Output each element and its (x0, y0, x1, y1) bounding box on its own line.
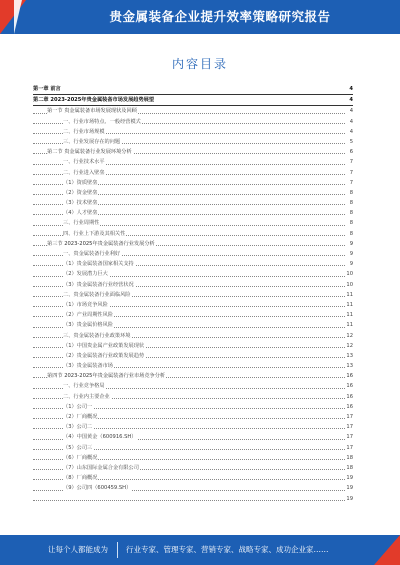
toc-entry[interactable] (33, 331, 353, 341)
toc-entry-label: （9）公司四（600459.SH） (63, 485, 132, 492)
toc-entry[interactable] (33, 443, 353, 453)
toc-entry-page: 11 (345, 300, 353, 310)
header-banner (0, 0, 400, 34)
footer-slogan: 让每个人都能成为 (48, 545, 108, 554)
toc-entry[interactable] (33, 320, 353, 330)
toc-entry-label: （2）贵金属装备行业政策发展趋势 (63, 352, 145, 359)
toc-entry-label: 第一章 前言 (33, 86, 61, 92)
toc-entry-label: （8）厂商概况 (63, 475, 98, 482)
toc-entry[interactable] (33, 463, 353, 473)
toc-entry-label: 二、行业市场规模 (63, 128, 105, 135)
toc-entry[interactable] (33, 168, 353, 178)
toc-entry-page: 17 (345, 432, 353, 442)
toc-entry-label: 三、行业发展存在的问题 (63, 138, 121, 145)
toc-entry-label: 一、行业竞争格局 (63, 383, 105, 390)
toc-entry-label: 一、行业市场特点、一般经营模式 (63, 118, 141, 125)
toc-entry-label: （3）贵金属装备市场 (63, 363, 113, 370)
toc-entry[interactable] (33, 188, 353, 198)
toc-entry-label: （1）资质壁垒 (63, 179, 98, 186)
red-corner-accent (0, 0, 26, 34)
toc-entry-page: 19 (345, 483, 353, 493)
toc-entry-page: 19 (345, 494, 353, 504)
toc-entry[interactable] (33, 494, 353, 504)
toc-entry[interactable] (33, 371, 353, 381)
toc-entry-label (63, 496, 64, 502)
white-stripe-accent (14, 0, 22, 34)
toc-entry-page: 16 (345, 371, 353, 381)
toc-entry-label: （6）厂商概况 (63, 454, 98, 461)
toc-entry[interactable] (33, 381, 353, 391)
toc-entry[interactable] (33, 127, 353, 137)
toc-entry-label: 二、行业进入壁垒 (63, 169, 105, 176)
toc-entry-page: 7 (349, 168, 353, 178)
toc-entry-label: 第一节 贵金属装备市场发展现状及回顾 (47, 108, 137, 115)
toc-entry-label: （3）公司二 (63, 424, 93, 431)
red-corner-accent (374, 535, 400, 565)
toc-entry[interactable] (33, 473, 353, 483)
toc-entry-label: （1）贵金属装备国家相关支持 (63, 261, 134, 268)
toc-entry-page: 7 (349, 178, 353, 188)
toc-entry-page: 18 (345, 463, 353, 473)
report-title: 贵金属装备企业提升效率策略研究报告 (109, 9, 331, 24)
toc-entry-label: （2）资金壁垒 (63, 189, 98, 196)
toc-entry[interactable] (33, 483, 353, 493)
toc-entry-label: （2）厂商概况 (63, 414, 98, 420)
toc-entry[interactable] (33, 432, 353, 442)
toc-entry-label: 第四节 2023-2025年贵金属装备行业市场竞争分析 (47, 373, 166, 380)
footer-roles: 行业专家、管理专家、营销专家、战略专家、成功企业家…… (126, 545, 329, 554)
toc-entry-label: 二、行业内主要企业 (63, 393, 110, 400)
toc-entry[interactable] (33, 402, 353, 412)
toc-entry-page: 9 (349, 239, 353, 249)
toc-entry-page: 4 (349, 127, 353, 137)
toc-entry[interactable] (33, 412, 353, 422)
toc-entry-label: （1）公司一 (63, 403, 93, 410)
toc-entry-page: 4 (348, 84, 353, 94)
toc-entry-page: 9 (349, 249, 353, 259)
toc-entry[interactable] (33, 218, 353, 228)
toc-entry-label: 第二章 2023-2025年贵金属装备市场发展趋势展望 (33, 97, 155, 104)
toc-entry-page: 17 (345, 412, 353, 422)
toc-entry-page: 13 (345, 351, 353, 361)
toc-entry-label: （3）贵金属装备行业经营状况 (63, 281, 134, 288)
toc-entry-label: 一、贵金属装备行业利好 (63, 251, 121, 257)
toc-entry-page: 18 (345, 453, 353, 463)
toc-entry[interactable] (33, 392, 353, 402)
toc-entry-page: 11 (345, 310, 353, 320)
toc-entry[interactable] (33, 137, 353, 147)
toc-entry-page: 8 (349, 208, 353, 218)
toc-entry-page: 19 (345, 473, 353, 483)
toc-entry[interactable] (33, 84, 353, 95)
toc-entry-page: 12 (345, 341, 353, 351)
toc-entry[interactable] (33, 341, 353, 351)
toc-entry[interactable] (33, 310, 353, 320)
toc-entry-page: 10 (345, 269, 353, 279)
toc-entry-label: 三、行业周期性 (63, 220, 100, 227)
toc-entry-page: 17 (345, 422, 353, 432)
toc-entry-page: 8 (349, 218, 353, 228)
toc-entry[interactable] (33, 249, 353, 259)
toc-entry-label: （7）山东国际金属合金有限公司 (63, 464, 139, 471)
toc-entry-page: 5 (349, 137, 353, 147)
toc-entry-page: 16 (345, 381, 353, 391)
toc-entry[interactable] (33, 280, 353, 290)
toc-entry-label: 第二节 贵金属装备行业发展环境分析 (47, 149, 132, 156)
toc-entry[interactable] (33, 351, 353, 361)
footer-divider (117, 542, 118, 558)
toc-entry-page: 7 (349, 157, 353, 167)
toc-entry[interactable] (33, 95, 353, 106)
toc-entry[interactable] (33, 300, 353, 310)
toc-entry[interactable] (33, 259, 353, 269)
toc-entry[interactable] (33, 106, 353, 116)
toc-entry-page: 8 (349, 198, 353, 208)
toc-entry-label: 一、行业技术水平 (63, 159, 105, 166)
toc-entry-label: （2）发展潜力巨大 (63, 271, 108, 278)
toc-entry-page: 4 (349, 106, 353, 116)
toc-entry-page: 17 (345, 443, 353, 453)
toc-entry-page: 11 (345, 290, 353, 300)
toc-entry[interactable] (33, 422, 353, 432)
toc-entry-label: （3）贵金属价格风险 (63, 322, 113, 329)
toc-entry[interactable] (33, 198, 353, 208)
toc-entry-label: （3）技术壁垒 (63, 200, 98, 207)
toc-entry[interactable] (33, 269, 353, 279)
toc-entry[interactable] (33, 229, 353, 239)
toc-entry-page: 8 (349, 188, 353, 198)
toc-entry-page: 16 (345, 402, 353, 412)
toc-entry-page: 8 (349, 229, 353, 239)
toc-entry-page: 4 (348, 95, 353, 105)
footer-banner (0, 535, 400, 565)
leader-dots (33, 500, 345, 501)
toc-entry-page: 12 (345, 331, 353, 341)
toc-heading: 内容目录 (171, 57, 228, 71)
toc-entry[interactable] (33, 361, 353, 371)
toc-entry[interactable] (33, 208, 353, 218)
toc-entry-page: 6 (349, 147, 353, 157)
toc-entry[interactable] (33, 117, 353, 127)
toc-entry-page: 10 (345, 280, 353, 290)
toc-entry-label: （5）公司三 (63, 444, 93, 451)
toc-entry-label: （1）中国贵金属产业政策发展现状 (63, 342, 145, 349)
toc-entry-page: 4 (349, 117, 353, 127)
toc-entry-page: 11 (345, 320, 353, 330)
toc-entry[interactable] (33, 178, 353, 188)
toc-entry-label: 二、贵金属装备行业面临风险 (63, 291, 131, 298)
toc-entry[interactable] (33, 147, 353, 157)
toc-entry-label: （4）中国黄金（600916.SH） (63, 434, 137, 441)
toc-entry-label: （4）人才壁垒 (63, 210, 98, 217)
toc-entry-label: 三、贵金属装备行业政策环境 (63, 332, 131, 339)
toc-entry-label: 第三节 2023-2025年贵金属装备行业发展分析 (47, 240, 155, 247)
toc-entry-page: 16 (345, 392, 353, 402)
toc-entry-label: （1）市场竞争风险 (63, 301, 108, 308)
toc-entry[interactable] (33, 453, 353, 463)
toc-entry[interactable] (33, 157, 353, 167)
toc-entry-label: （2）产业周期性风险 (63, 312, 113, 319)
toc-entry-page: 9 (349, 259, 353, 269)
toc-entry-page: 13 (345, 361, 353, 371)
toc-entry-label: 四、行业上下游及其相关性 (63, 230, 126, 237)
table-of-contents (33, 84, 353, 504)
toc-entry[interactable] (33, 290, 353, 300)
toc-entry[interactable] (33, 239, 353, 249)
